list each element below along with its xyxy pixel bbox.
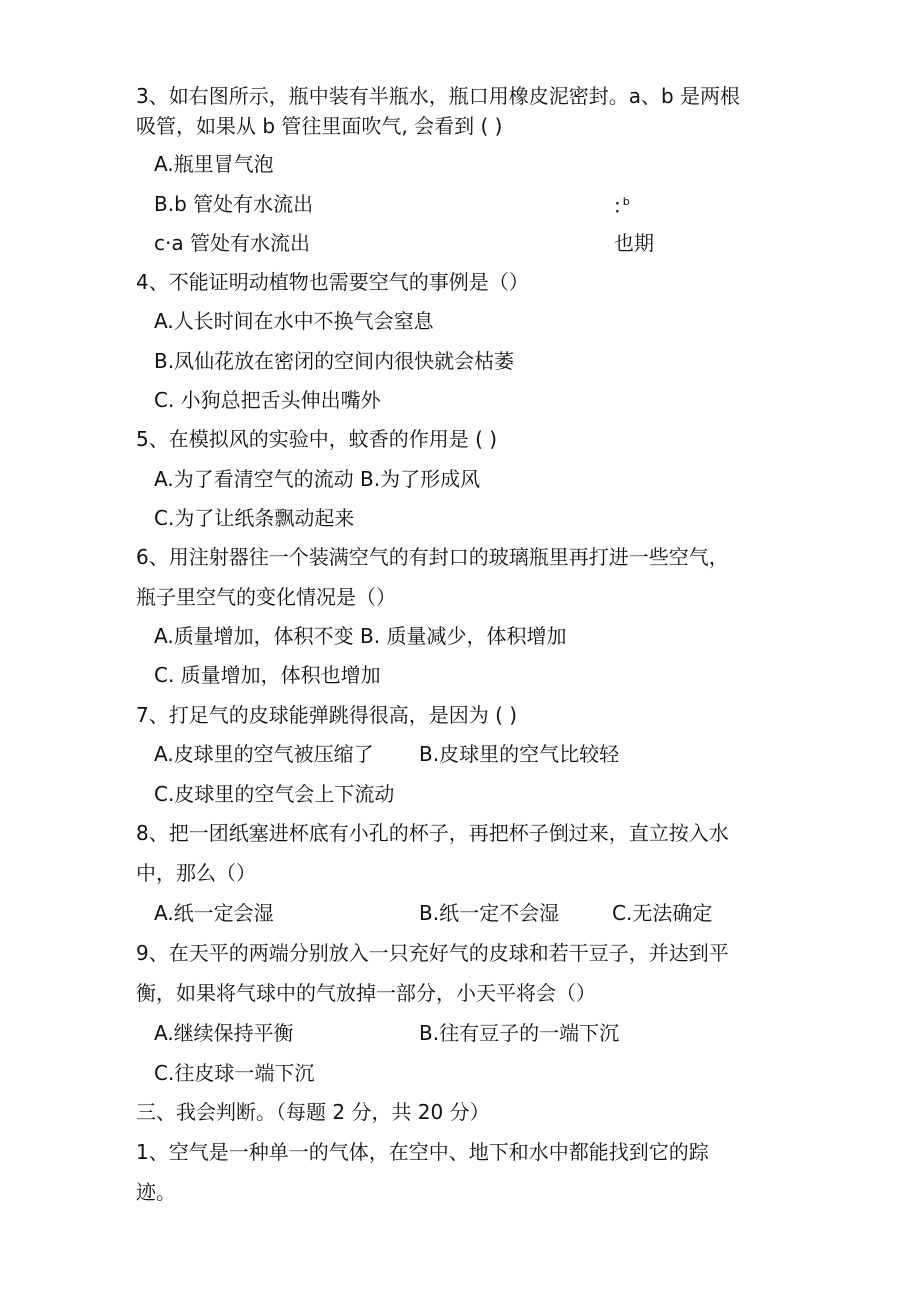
q4-option-c: C. 小狗总把舌头伸出嘴外 [154, 388, 381, 412]
q5-option-c: C.为了让纸条飘动起来 [154, 506, 355, 530]
q4-option-b: B.凤仙花放在密闭的空间内很快就会枯萎 [154, 349, 515, 373]
q7-option-c: C.皮球里的空气会上下流动 [154, 782, 395, 806]
q8-stem-line2: 中，那么（） [136, 861, 256, 885]
q3-stem-line1: 3、如右图所示，瓶中装有半瓶水，瓶口用橡皮泥密封。a、b 是两根 [136, 84, 741, 108]
q8-option-a: A.纸一定会湿 [154, 901, 274, 925]
q8-option-b: B.纸一定不会湿 [419, 901, 560, 925]
q5-option-ab: A.为了看清空气的流动 B.为了形成风 [154, 467, 481, 491]
q4-option-a: A.人长时间在水中不换气会窒息 [154, 309, 434, 333]
q6-option-ab: A.质量增加，体积不变 B. 质量减少，体积增加 [154, 624, 567, 648]
q7-option-a: A.皮球里的空气被压缩了 [154, 742, 374, 766]
q9-option-a: A.继续保持平衡 [154, 1021, 294, 1045]
judge-1-line1: 1、空气是一种单一的气体，在空中、地下和水中都能找到它的踪 [136, 1140, 709, 1164]
q9-option-b: B.往有豆子的一端下沉 [419, 1021, 620, 1045]
q3-figure-b: b [622, 195, 630, 208]
q3-option-a: A.瓶里冒气泡 [154, 152, 274, 176]
q8-option-c: C.无法确定 [612, 901, 713, 925]
q7-stem: 7、打足气的皮球能弹跳得很高，是因为 ( ) [136, 703, 518, 727]
section-3-heading: 三、我会判断。（每题 2 分，共 20 分） [136, 1100, 490, 1124]
q5-stem: 5、在模拟风的实验中，蚊香的作用是 ( ) [136, 427, 498, 451]
q3-option-c: c·a 管处有水流出 [154, 231, 310, 255]
q6-stem-line2: 瓶子里空气的变化情况是（） [136, 585, 396, 609]
q9-option-c: C.往皮球一端下沉 [154, 1061, 315, 1085]
q6-option-c: C. 质量增加，体积也增加 [154, 663, 381, 687]
q9-stem-line2: 衡，如果将气球中的气放掉一部分，小天平将会（） [136, 981, 596, 1005]
q7-option-b: B.皮球里的空气比较轻 [419, 742, 620, 766]
judge-1-line2: 迹。 [136, 1180, 176, 1204]
q3-option-b: B.b 管处有水流出 [154, 192, 314, 216]
q3-figure-label-b [614, 188, 630, 220]
q3-figure-text: 也期 [614, 231, 654, 255]
q3-figure-colon: : [614, 193, 621, 218]
q3-stem-line2: 吸管，如果从 b 管往里面吹气, 会看到 ( ) [136, 114, 503, 138]
q8-stem-line1: 8、把一团纸塞进杯底有小孔的杯子，再把杯子倒过来，直立按入水 [136, 821, 729, 845]
q9-stem-line1: 9、在天平的两端分别放入一只充好气的皮球和若干豆子，并达到平 [136, 941, 729, 965]
q4-stem: 4、不能证明动植物也需要空气的事例是（） [136, 270, 529, 294]
q6-stem-line1: 6、用注射器往一个装满空气的有封口的玻璃瓶里再打进一些空气， [136, 545, 729, 569]
